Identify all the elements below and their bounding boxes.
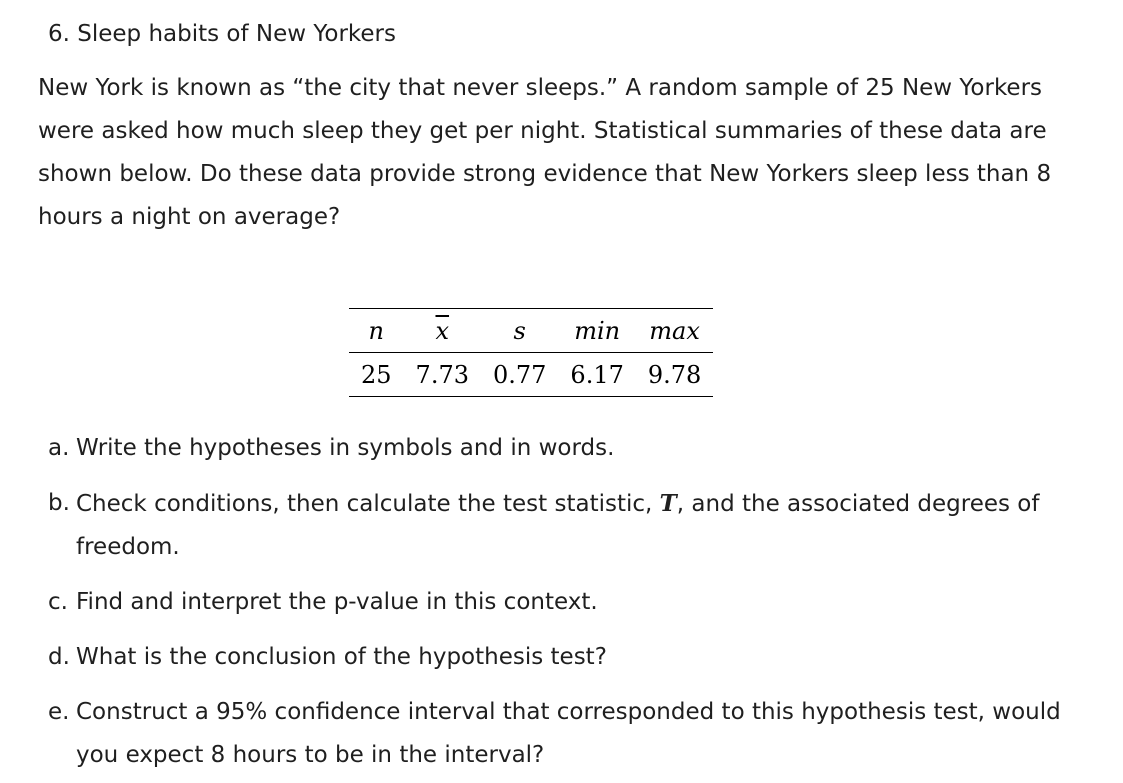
question-a-text: Write the hypotheses in symbols and in words.: [76, 435, 615, 461]
question-c-text: Find and interpret the p-value in this context.: [76, 589, 598, 615]
header-n: n: [368, 316, 384, 345]
question-a-letter: a.: [48, 435, 70, 461]
value-xbar: 7.73: [415, 360, 469, 389]
question-c-letter: c.: [48, 589, 68, 615]
header-s: s: [513, 316, 526, 345]
question-b: [48, 482, 1098, 569]
summary-stats-table: [349, 308, 713, 397]
value-n: 25: [361, 360, 392, 389]
header-min: min: [574, 316, 621, 345]
question-e-letter: e.: [48, 699, 70, 725]
question-c: [48, 581, 1098, 624]
question-a: [48, 427, 1098, 470]
question-b-text-before: Check conditions, then calculate the test statistic,: [76, 491, 660, 517]
problem-title: 6. Sleep habits of New Yorkers: [48, 21, 396, 47]
value-max: 9.78: [647, 360, 702, 389]
question-e-text: Construct a 95% confidence interval that corresponded to this hypothesis test, would you expect 8 hours to be in the interval?: [76, 699, 1061, 768]
value-min: 6.17: [570, 360, 624, 389]
question-b-letter: b.: [48, 490, 70, 516]
question-d: [48, 636, 1098, 679]
question-list: [48, 427, 1098, 777]
question-b-text-after: , and the associated degrees of freedom.: [76, 491, 1040, 560]
value-s: 0.77: [492, 360, 547, 389]
question-d-text: What is the conclusion of the hypothesis test?: [76, 644, 607, 670]
problem-intro: New York is known as “the city that never sleeps.” A random sample of 25 New Yorkers were asked how much sleep they get per night. Statistical summaries of these data are shown below. Do these data provide strong evidence that New Yorkers sleep less than 8 hours a night on average?: [38, 75, 1052, 230]
xbar-symbol: $\overline{x}$: [435, 316, 450, 345]
header-xbar: [404, 309, 481, 353]
test-statistic-symbol: T: [659, 490, 677, 517]
table-row: [349, 353, 713, 397]
header-max: max: [649, 316, 700, 345]
table-header-row: [349, 309, 713, 353]
question-e: [48, 691, 1098, 777]
question-d-letter: d.: [48, 644, 70, 670]
